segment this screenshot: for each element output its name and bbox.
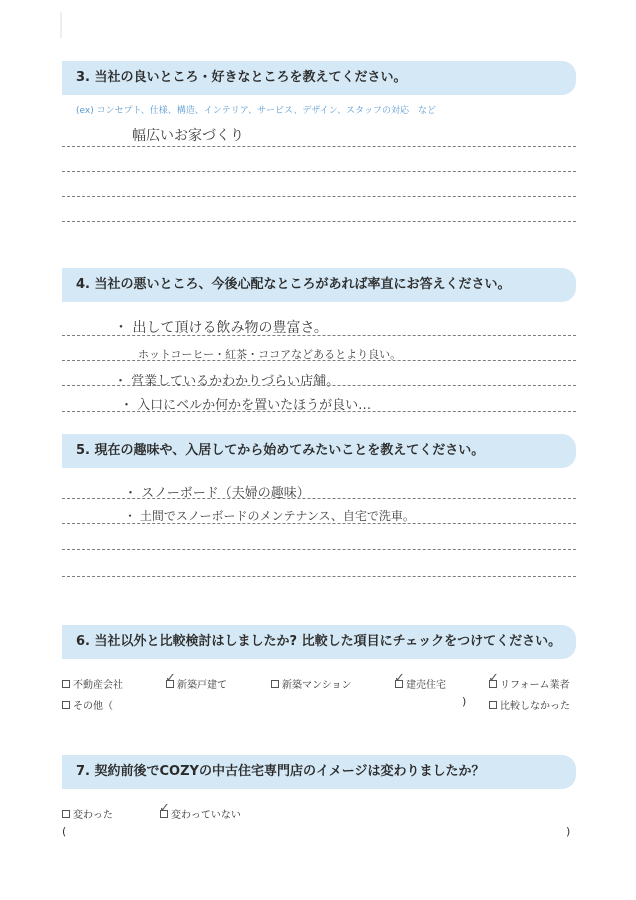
answer-line — [62, 360, 576, 361]
option-label: 新築マンション — [282, 680, 352, 691]
option-label: 変わった — [73, 810, 113, 821]
option-other[interactable] — [62, 697, 113, 712]
checkbox[interactable] — [62, 701, 70, 709]
answer-line — [62, 385, 576, 386]
question-5-header: 5. 現在の趣味や、入居してから始めてみたいことを教えてください。 — [62, 434, 576, 468]
checkbox[interactable] — [488, 670, 499, 688]
q5-answer-2: ・ 土間でスノーボードのメンテナンス、自宅で洗車。 — [124, 509, 415, 523]
option-renovation-contractor[interactable] — [488, 670, 570, 691]
checkbox[interactable] — [394, 670, 405, 688]
question-3-header: 3. 当社の良いところ・好きなところを教えてください。 — [62, 61, 576, 95]
checkbox[interactable] — [62, 810, 70, 818]
question-4-header: 4. 当社の悪いところ、今後心配なところがあれば率直にお答えください。 — [62, 268, 576, 302]
answer-line — [62, 411, 576, 412]
answer-line — [62, 221, 576, 222]
question-3-hint: (ex) コンセプト、仕様、構造、インテリア、サービス、デザイン、スタッフの対応 など — [76, 106, 436, 116]
checkmark-icon: ✓ — [394, 670, 405, 686]
option-real-estate-company[interactable] — [62, 676, 123, 691]
answer-line — [62, 196, 576, 197]
option-changed[interactable] — [62, 806, 113, 821]
checkbox[interactable] — [159, 800, 170, 818]
option-ready-built-house[interactable] — [394, 670, 446, 691]
option-new-condominium[interactable] — [271, 676, 352, 691]
option-label: リフォーム業者 — [500, 680, 570, 691]
answer-line — [62, 171, 576, 172]
option-label: 新築戸建て — [177, 680, 227, 691]
question-7-header: 7. 契約前後でCOZYの中古住宅専門店のイメージは変わりましたか？ — [62, 755, 576, 789]
q5-answer-1: ・ スノーボード（夫婦の趣味） — [124, 486, 310, 501]
answer-line — [62, 146, 576, 147]
answer-line — [62, 576, 576, 577]
option-label: 変わっていない — [171, 810, 241, 821]
comment-open-paren: ( — [62, 825, 67, 838]
q3-answer-1: 幅広いお家づくり — [132, 128, 244, 144]
answer-line — [62, 335, 576, 336]
option-new-detached-house[interactable] — [165, 670, 227, 691]
comment-close-paren: ) — [566, 825, 571, 838]
page-fold-mark — [60, 12, 62, 38]
checkmark-icon: ✓ — [159, 800, 170, 816]
answer-line — [62, 498, 576, 499]
checkmark-icon: ✓ — [488, 670, 499, 686]
checkbox[interactable] — [489, 701, 497, 709]
checkbox[interactable] — [62, 680, 70, 688]
checkbox[interactable] — [165, 670, 176, 688]
option-label: 建売住宅 — [406, 680, 446, 691]
option-not-changed[interactable] — [159, 800, 241, 821]
option-label: 比較しなかった — [500, 701, 570, 712]
answer-line — [62, 523, 576, 524]
checkbox[interactable] — [271, 680, 279, 688]
answer-line — [62, 549, 576, 550]
option-did-not-compare[interactable] — [489, 697, 570, 712]
q4-answer-1: ・ 出して頂ける飲み物の豊富さ。 — [114, 320, 328, 336]
question-6-header: 6. 当社以外と比較検討はしましたか? 比較した項目にチェックをつけてください。 — [62, 625, 576, 659]
q4-answer-4: ・ 入口にベルか何かを置いたほうが良い… — [120, 398, 372, 413]
option-label: 不動産会社 — [73, 680, 123, 691]
q4-answer-2: ホットコーヒー・紅茶・ココアなどあるとより良い。 — [138, 348, 402, 361]
q4-answer-3: ・ 営業しているかわかりづらい店舗。 — [114, 374, 340, 389]
other-close-paren: ) — [462, 695, 467, 708]
checkmark-icon: ✓ — [165, 670, 176, 686]
option-label: その他（ — [73, 701, 113, 712]
